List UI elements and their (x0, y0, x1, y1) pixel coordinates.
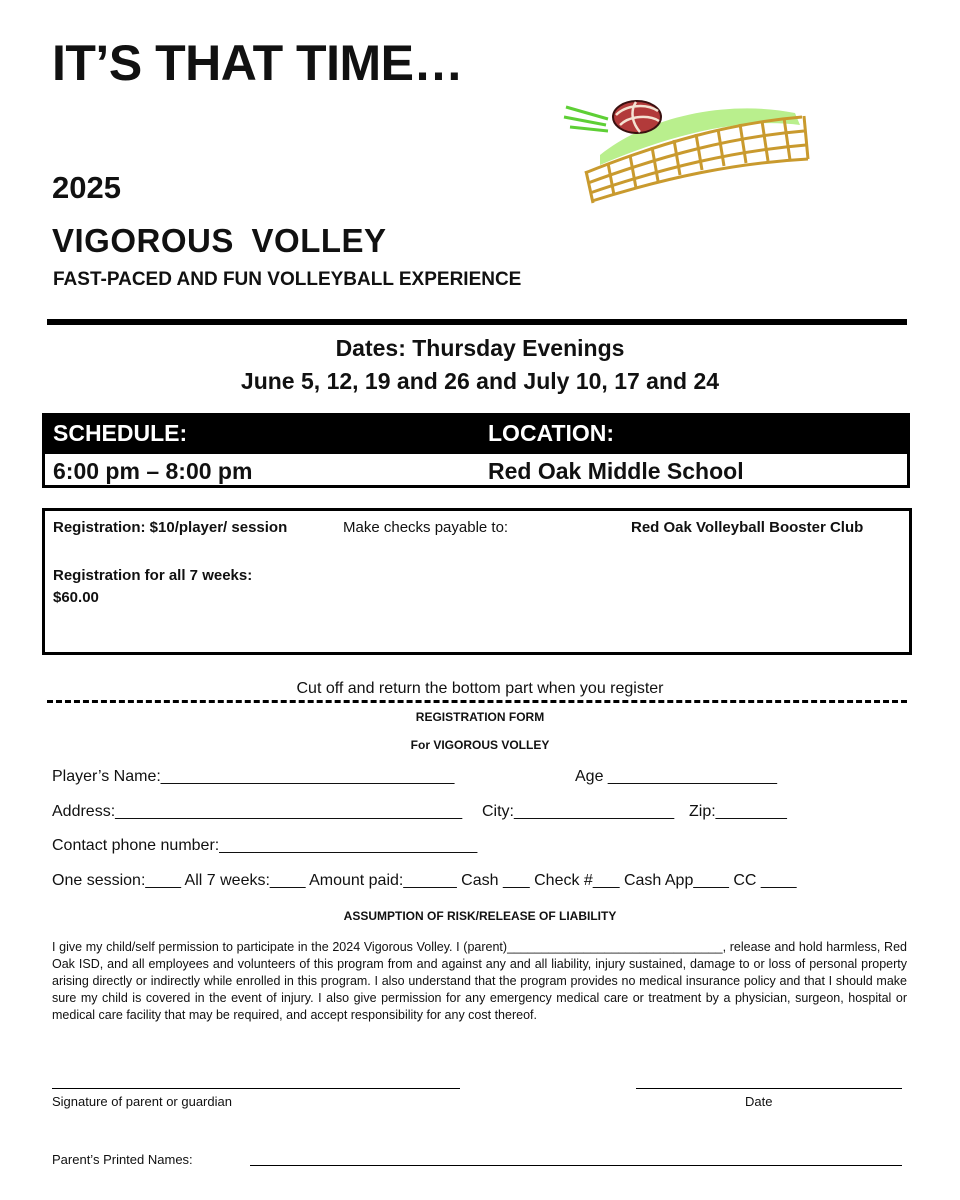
all-weeks-label: Registration for all 7 weeks: (53, 567, 253, 584)
dates-heading: Dates: Thursday Evenings (335, 335, 625, 361)
all-weeks-price: $60.00 (53, 589, 99, 606)
location-value: Red Oak Middle School (488, 458, 744, 484)
liability-title: ASSUMPTION OF RISK/RELEASE OF LIABILITY (343, 909, 617, 923)
cut-line (47, 700, 907, 703)
volleyball-net-icon (560, 95, 820, 205)
age-field[interactable]: Age ___________________ (575, 768, 777, 785)
signature-label: Signature of parent or guardian (52, 1094, 232, 1109)
payment-fields[interactable]: One session:____ All 7 weeks:____ Amount paid:______ Cash ___ Check #___ Cash App____ CC ____ (52, 872, 797, 889)
schedule-box (42, 413, 910, 488)
city-field[interactable]: City:__________________ (482, 803, 675, 820)
event-title: VIGOROUS VOLLEY (52, 222, 387, 259)
form-subtitle: For VIGOROUS VOLLEY (410, 738, 550, 752)
printed-names-line[interactable] (250, 1165, 902, 1166)
event-year: 2025 (52, 170, 121, 205)
address-field[interactable]: Address:_______________________________________ (52, 803, 463, 820)
schedule-time: 6:00 pm – 8:00 pm (53, 458, 253, 484)
signature-line[interactable] (52, 1088, 460, 1089)
zip-field[interactable]: Zip:________ (689, 803, 787, 820)
date-label: Date (745, 1094, 773, 1109)
printed-names-label: Parent’s Printed Names: (52, 1152, 193, 1167)
location-label: LOCATION: (488, 420, 615, 446)
form-title: REGISTRATION FORM (415, 710, 545, 724)
registration-per-session: Registration: $10/player/ session (53, 519, 288, 536)
phone-field[interactable]: Contact phone number:_____________________________ (52, 837, 478, 854)
cut-off-note: Cut off and return the bottom part when you register (296, 680, 664, 697)
liability-text: I give my child/self permission to participate in the 2024 Vigorous Volley. I (parent)_______________________________, release and hold harmless, Red Oak ISD, and all employees and volunteers of this program from and against any and all liability, injury sustained, damage to or loss of personal property arising directly or indirectly while enrolled in this program. I also understand that the program provides no medical insurance policy and that I should make sure my child is covered in the event of injury. I also give permission for any emergency medical care or treatment by a physician, surgeon, hospital or medical care facility that may be required, and accept responsibility for any cost thereof. (52, 940, 907, 1022)
checks-payable-label: Make checks payable to: (343, 519, 509, 536)
player-name-field[interactable]: Player’s Name:_________________________________ (52, 768, 455, 785)
headline: IT’S THAT TIME… (52, 35, 463, 91)
divider (47, 319, 907, 325)
dates-list: June 5, 12, 19 and 26 and July 10, 17 and 24 (240, 368, 720, 394)
event-subtitle: FAST-PACED AND FUN VOLLEYBALL EXPERIENCE (53, 269, 522, 290)
registration-box (42, 508, 912, 655)
payee-name: Red Oak Volleyball Booster Club (631, 519, 864, 536)
schedule-label: SCHEDULE: (53, 420, 188, 446)
date-line[interactable] (636, 1088, 902, 1089)
